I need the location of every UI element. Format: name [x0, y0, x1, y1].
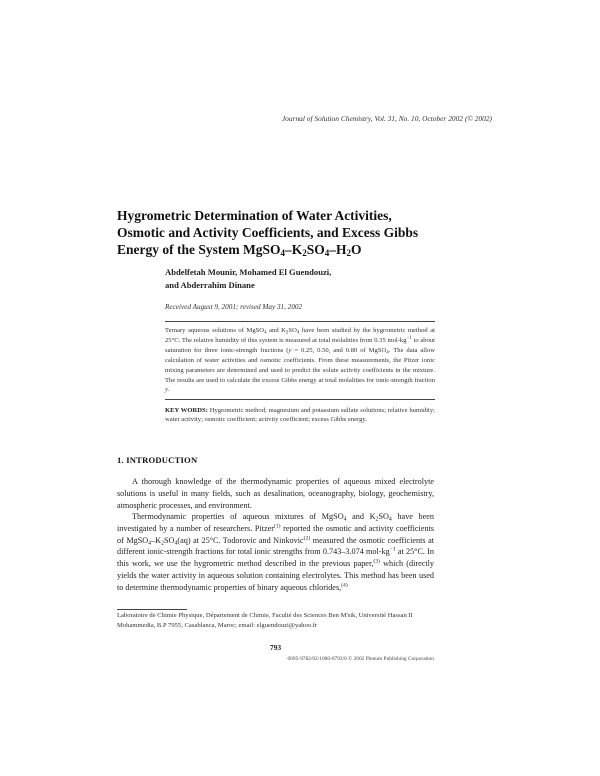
keywords — [165, 406, 435, 425]
title-line-1: Hygrometric Determination of Water Activities, — [117, 208, 392, 223]
abstract-text: Ternary aqueous solutions of MgSO$_4$ and $K_2SO_4$ have been studied by the hygrometric method at 25°C. The relative humidity of this system is measured at total molalities from 0.35 mol-$kg^{-1}$ to about saturation for three ionic-strength fractions (y = 0.25, 0.50, and 0.80 of MgSO$_4$. The data allow calculation of water activities and osmotic coefficients. From these measurements, the Pitzer ionic mixing parameters are determined and used to predict the solute activity coefficients in the mixture. The results are used to calculate the excess Gibbs energy at total molalities for ionic-strength fraction y. — [165, 327, 436, 394]
authors-line-1: Abdelfetah Mounir, Mohamed El Guendouzi, — [165, 267, 332, 277]
title-line-3: Energy of the System $MgSO_4-K_2SO_4-H_2O$ — [117, 242, 362, 258]
intro-paragraph-1: A thorough knowledge of the thermodynamic properties of aqueous mixed electrolyte solutions is useful in many fields, such as desalination, oceanography, biology, geochemistry, atmospheric processes, and environment. — [117, 477, 434, 510]
footnote-rule — [117, 609, 187, 610]
author-list — [165, 266, 455, 291]
authors-line-2: and Abderrahim Dinane — [165, 279, 255, 290]
journal-citation: Journal of Solution Chemistry, Vol. 31, No. 10, October 2002 (© 2002) — [281, 114, 492, 123]
intro-paragraph-2: Thermodynamic properties of aqueous mixtures of MgSO$_4$ and $K_2SO_4$ have been investigated by a number of researchers. Pitzer$^{(1)}$ reported the osmotic and activity coefficients of $MgSO_4-K_2SO_4(aq)$ at 25°C. Todorovic and Ninkovic$^{(2)}$ measured the osmotic coefficients at different ionic-strength fractions for total ionic strengths from 0.743–3.074 mol-$kg^{-1}$ at 25°C. In this work, we use the hygrometric method described in the previous paper,$^{(3)}$ which (directly yields the water activity in aqueous solution containing electrolytes. This method has been used to determine thermodynamic properties of binary aqueous chlorides,$^{(4)}$ — [117, 512, 435, 592]
abstract-top-rule — [165, 321, 435, 322]
section-heading-introduction: 1. INTRODUCTION — [117, 455, 198, 465]
title-line-2: Osmotic and Activity Coefficients, and Excess Gibbs — [117, 225, 419, 240]
affiliation-footnote: Laboratoire de Chimie Physique, Département de Chimie, Faculté des Sciences Ben M'sik, Université Hassan II Mohammedia, B.P 7955, Casablanca, Maroc; email: elguendouzi@yahoo.fr — [117, 612, 413, 629]
keywords-label: KEY WORDS: — [165, 407, 208, 414]
page-number: 793 — [269, 643, 282, 652]
keywords-text: Hygrometric method; magnesium and potassium sulfate solutions; relative humidity; water activity; osmotic coefficient; activity coefficient; excess Gibbs energy. — [165, 407, 435, 424]
article-title — [117, 207, 457, 258]
abstract-bottom-rule — [165, 399, 435, 400]
issn-copyright-line: 0095-9782/02/1000-0793/0 © 2002 Plenum Publishing Corporation — [287, 656, 434, 662]
received-dates: Received August 9, 2001; revised May 31, 2002 — [165, 303, 303, 311]
